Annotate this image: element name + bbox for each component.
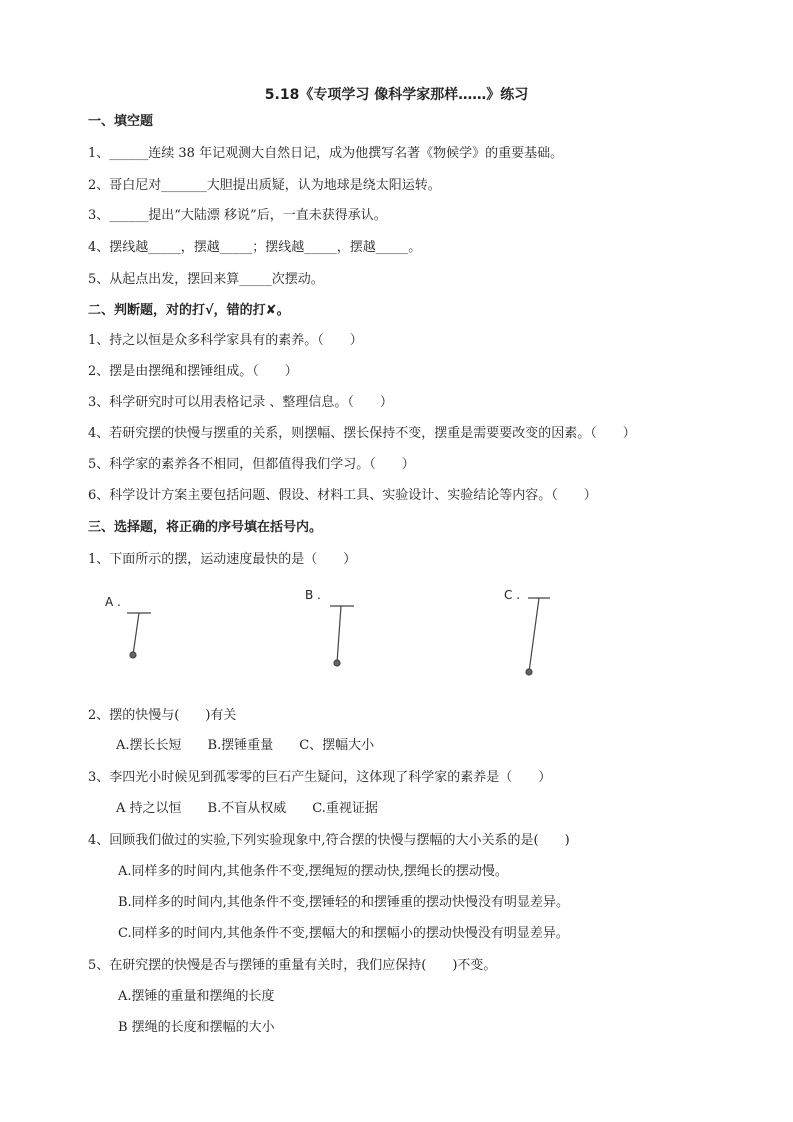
pendulum-c — [526, 598, 550, 675]
true-false-item: 2、摆是由摆绳和摆锤组成。（ ） — [88, 364, 298, 379]
choice-question-4: 4、回顾我们做过的实验,下列实验现象中,符合摆的快慢与摆幅的大小关系的是( ) — [88, 833, 570, 848]
true-false-item: 1、持之以恒是众多科学家具有的素养。（ ） — [88, 333, 363, 348]
fill-blank-item: 4、摆线越_____，摆越_____；摆线越_____，摆越_____。 — [88, 240, 422, 255]
section-fill-blank-heading: 一、填空题 — [88, 114, 154, 129]
choice-question-3: 3、李四光小时候见到孤零零的巨石产生疑问，这体现了科学家的素养是（ ） — [88, 770, 552, 785]
true-false-item: 4、若研究摆的快慢与摆重的关系，则摆幅、摆长保持不变，摆重是需要要改变的因素。（ ） — [88, 426, 636, 441]
section-choice-heading: 三、选择题，将正确的序号填在括号内。 — [88, 520, 323, 535]
true-false-item: 6、科学设计方案主要包括问题、假设、材料工具、实验设计、实验结论等内容。（ ） — [88, 488, 597, 503]
choice-options: A 持之以恒 B.不盲从权威 C.重视证据 — [116, 801, 378, 816]
option-label-c: C . — [504, 588, 521, 602]
fill-blank-item: 3、______提出“大陆漂 移说”后，一直未获得承认。 — [88, 208, 387, 223]
choice-option: B.同样多的时间内,其他条件不变,摆锤轻的和摆锤重的摆动快慢没有明显差异。 — [118, 895, 569, 910]
choice-question-2: 2、摆的快慢与( )有关 — [88, 708, 237, 723]
fill-blank-item: 5、从起点出发，摆回来算_____次摆动。 — [88, 272, 324, 287]
true-false-item: 3、科学研究时可以用表格记录 、整理信息。（ ） — [88, 395, 393, 410]
pendulum-a — [127, 613, 151, 658]
choice-option: A.摆锤的重量和摆绳的长度 — [118, 989, 275, 1004]
choice-question-5: 5、在研究摆的快慢是否与摆锤的重量有关时，我们应保持( )不变。 — [88, 958, 497, 973]
section-true-false-heading: 二、判断题，对的打√，错的打✘。 — [88, 303, 290, 318]
true-false-item: 5、科学家的素养各不相同，但都值得我们学习。（ ） — [88, 457, 415, 472]
option-label-a: A . — [105, 595, 121, 609]
choice-options: A.摆长长短 B.摆锤重量 C、摆幅大小 — [116, 738, 375, 753]
fill-blank-item: 2、哥白尼对_______大胆提出质疑，认为地球是绕太阳运转。 — [88, 178, 441, 193]
choice-option: B 摆绳的长度和摆幅的大小 — [118, 1020, 275, 1035]
choice-question-1: 1、下面所示的摆，运动速度最快的是（ ） — [88, 552, 357, 567]
choice-option: A.同样多的时间内,其他条件不变,摆绳短的摆动快,摆绳长的摆动慢。 — [118, 864, 508, 879]
pendulum-b — [330, 606, 354, 666]
fill-blank-item: 1、______连续 38 年记观测大自然日记，成为他撰写名著《物候学》的重要基础。 — [88, 146, 564, 161]
choice-option: C.同样多的时间内,其他条件不变,摆幅大的和摆幅小的摆动快慢没有明显差异。 — [118, 926, 569, 941]
option-label-b: B . — [305, 588, 321, 602]
page-title: 5.18《专项学习 像科学家那样……》练习 — [264, 87, 529, 103]
